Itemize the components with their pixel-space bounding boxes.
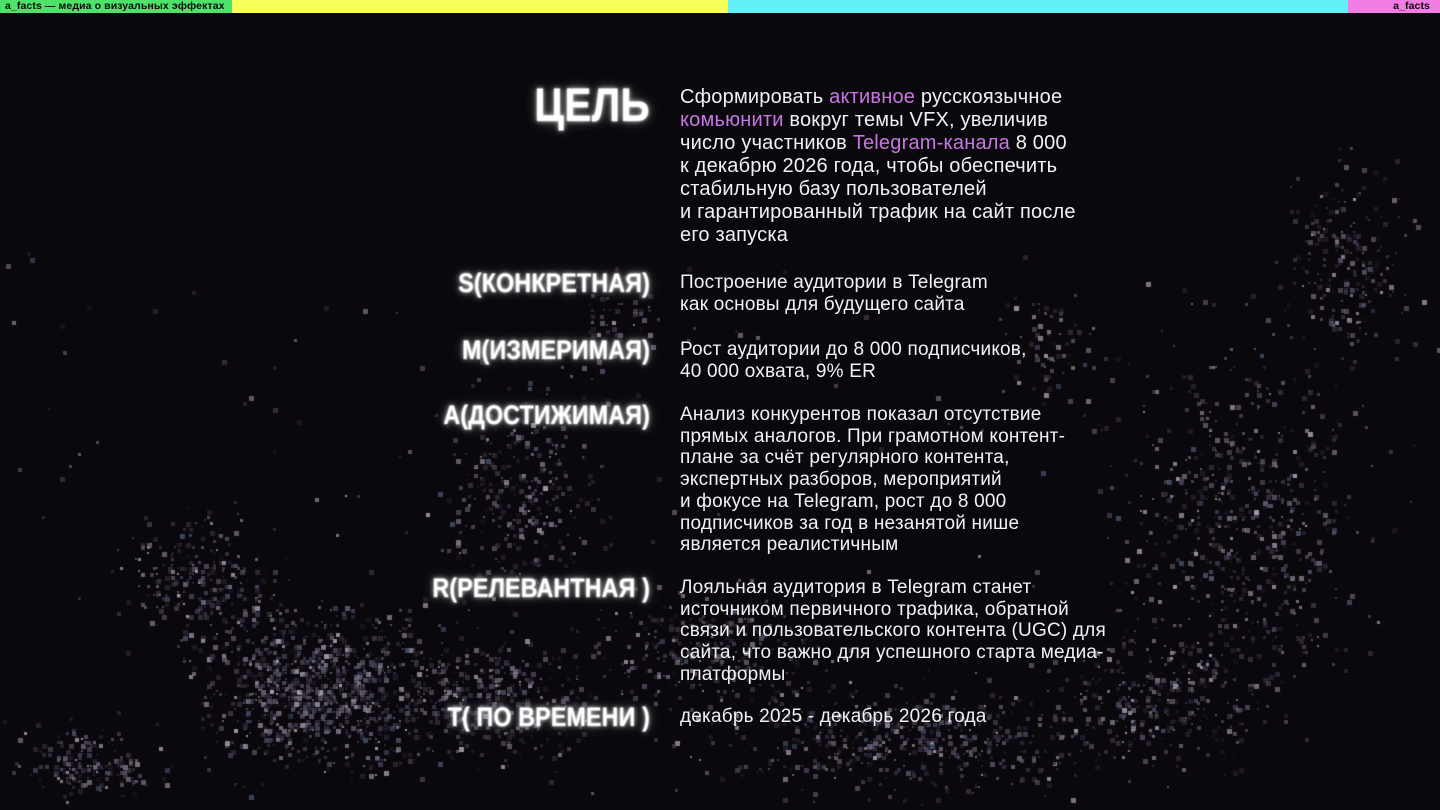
- smart-row-measurable: [0, 335, 1440, 382]
- plain-text: Лояльная аудитория в Telegram станет: [680, 577, 1032, 598]
- plain-text: Построение аудитории в Telegram: [680, 272, 988, 293]
- text-line: [680, 132, 1440, 155]
- accent-text: комьюнити: [680, 109, 784, 131]
- text-line: [680, 361, 1440, 383]
- text-line: [680, 178, 1440, 201]
- text-line: [680, 599, 1440, 621]
- plain-text: плане за счёт регулярного контента,: [680, 447, 1010, 469]
- plain-text: и фокусе на Telegram, рост до 8 000: [680, 490, 1007, 512]
- accent-text: Telegram-канала: [852, 132, 1010, 154]
- plain-text: источником первичного трафика, обратной: [680, 598, 1069, 620]
- time-bound-label: Т( ПО ВРЕМЕНИ ): [447, 702, 650, 732]
- smart-row-time-bound: [0, 702, 1440, 732]
- plain-text: 8 000: [1009, 132, 1067, 154]
- plain-text: сайта, что важно для успешного старта медиа-: [680, 642, 1104, 664]
- plain-text: подписчиков за год в незанятой нише: [680, 512, 1020, 534]
- achievable-description: [680, 404, 1440, 556]
- top-bar-cyan-segment: [728, 0, 1348, 13]
- plain-text: вокруг темы VFX, увеличив: [783, 109, 1049, 131]
- smart-row-achievable: [0, 400, 1440, 556]
- plain-text: русскоязычное: [915, 86, 1063, 108]
- plain-text: Анализ конкурентов показал отсутствие: [680, 404, 1042, 425]
- plain-text: к декабрю 2026 года, чтобы обеспечить: [680, 155, 1058, 177]
- text-line: [680, 155, 1440, 178]
- smart-row-goal: [0, 78, 1440, 247]
- text-line: [680, 447, 1440, 469]
- plain-text: Рост аудитории до 8 000 подписчиков,: [680, 339, 1027, 360]
- plain-text: Сформировать: [680, 86, 830, 108]
- top-bar-left-segment: [0, 0, 728, 13]
- time-bound-description: [680, 706, 1440, 728]
- top-bar-right-segment: [1348, 0, 1440, 13]
- plain-text: и гарантированный трафик на сайт после: [680, 201, 1076, 223]
- plain-text: стабильную базу пользователей: [680, 178, 987, 200]
- achievable-label: А(ДОСТИЖИМАЯ): [443, 400, 650, 430]
- plain-text: число участников: [680, 132, 853, 154]
- plain-text: платформы: [680, 663, 786, 685]
- plain-text: связи и пользовательского контента (UGC) для: [680, 620, 1106, 642]
- text-line: [680, 224, 1440, 247]
- text-line: [680, 642, 1440, 664]
- plain-text: экспертных разборов, мероприятий: [680, 469, 1002, 491]
- text-line: [680, 339, 1440, 361]
- goal-label: ЦЕЛЬ: [534, 78, 650, 131]
- text-line: [680, 706, 1440, 728]
- specific-label: S(КОНКРЕТНАЯ): [458, 268, 650, 298]
- relevant-description: [680, 577, 1440, 686]
- accent-text: активное: [829, 86, 916, 108]
- text-line: [680, 109, 1440, 132]
- text-line: [680, 294, 1440, 316]
- smart-row-relevant: [0, 573, 1440, 686]
- text-line: [680, 664, 1440, 686]
- text-line: [680, 404, 1440, 426]
- site-name: a_facts: [1393, 0, 1430, 12]
- text-line: [680, 469, 1440, 491]
- text-line: [680, 272, 1440, 294]
- text-line: [680, 426, 1440, 448]
- text-line: [680, 534, 1440, 556]
- specific-description: [680, 272, 1440, 315]
- text-line: [680, 201, 1440, 224]
- smart-row-specific: [0, 268, 1440, 315]
- text-line: [680, 620, 1440, 642]
- text-line: [680, 86, 1440, 109]
- plain-text: как основы для будущего сайта: [680, 293, 965, 315]
- plain-text: декабрь 2025 - декабрь 2026 года: [680, 706, 987, 727]
- text-line: [680, 577, 1440, 599]
- measurable-label: М(ИЗМЕРИМАЯ): [462, 335, 650, 365]
- relevant-label: R(РЕЛЕВАНТНАЯ ): [432, 573, 650, 603]
- plain-text: прямых аналогов. При грамотном контент-: [680, 425, 1066, 447]
- text-line: [680, 513, 1440, 535]
- site-tagline: a_facts — медиа о визуальных эффектах: [0, 0, 232, 13]
- text-line: [680, 491, 1440, 513]
- plain-text: его запуска: [680, 224, 789, 246]
- top-bar: [0, 0, 1440, 13]
- plain-text: 40 000 охвата, 9% ER: [680, 360, 877, 382]
- plain-text: является реалистичным: [680, 534, 899, 556]
- goal-description: [680, 86, 1440, 247]
- measurable-description: [680, 339, 1440, 382]
